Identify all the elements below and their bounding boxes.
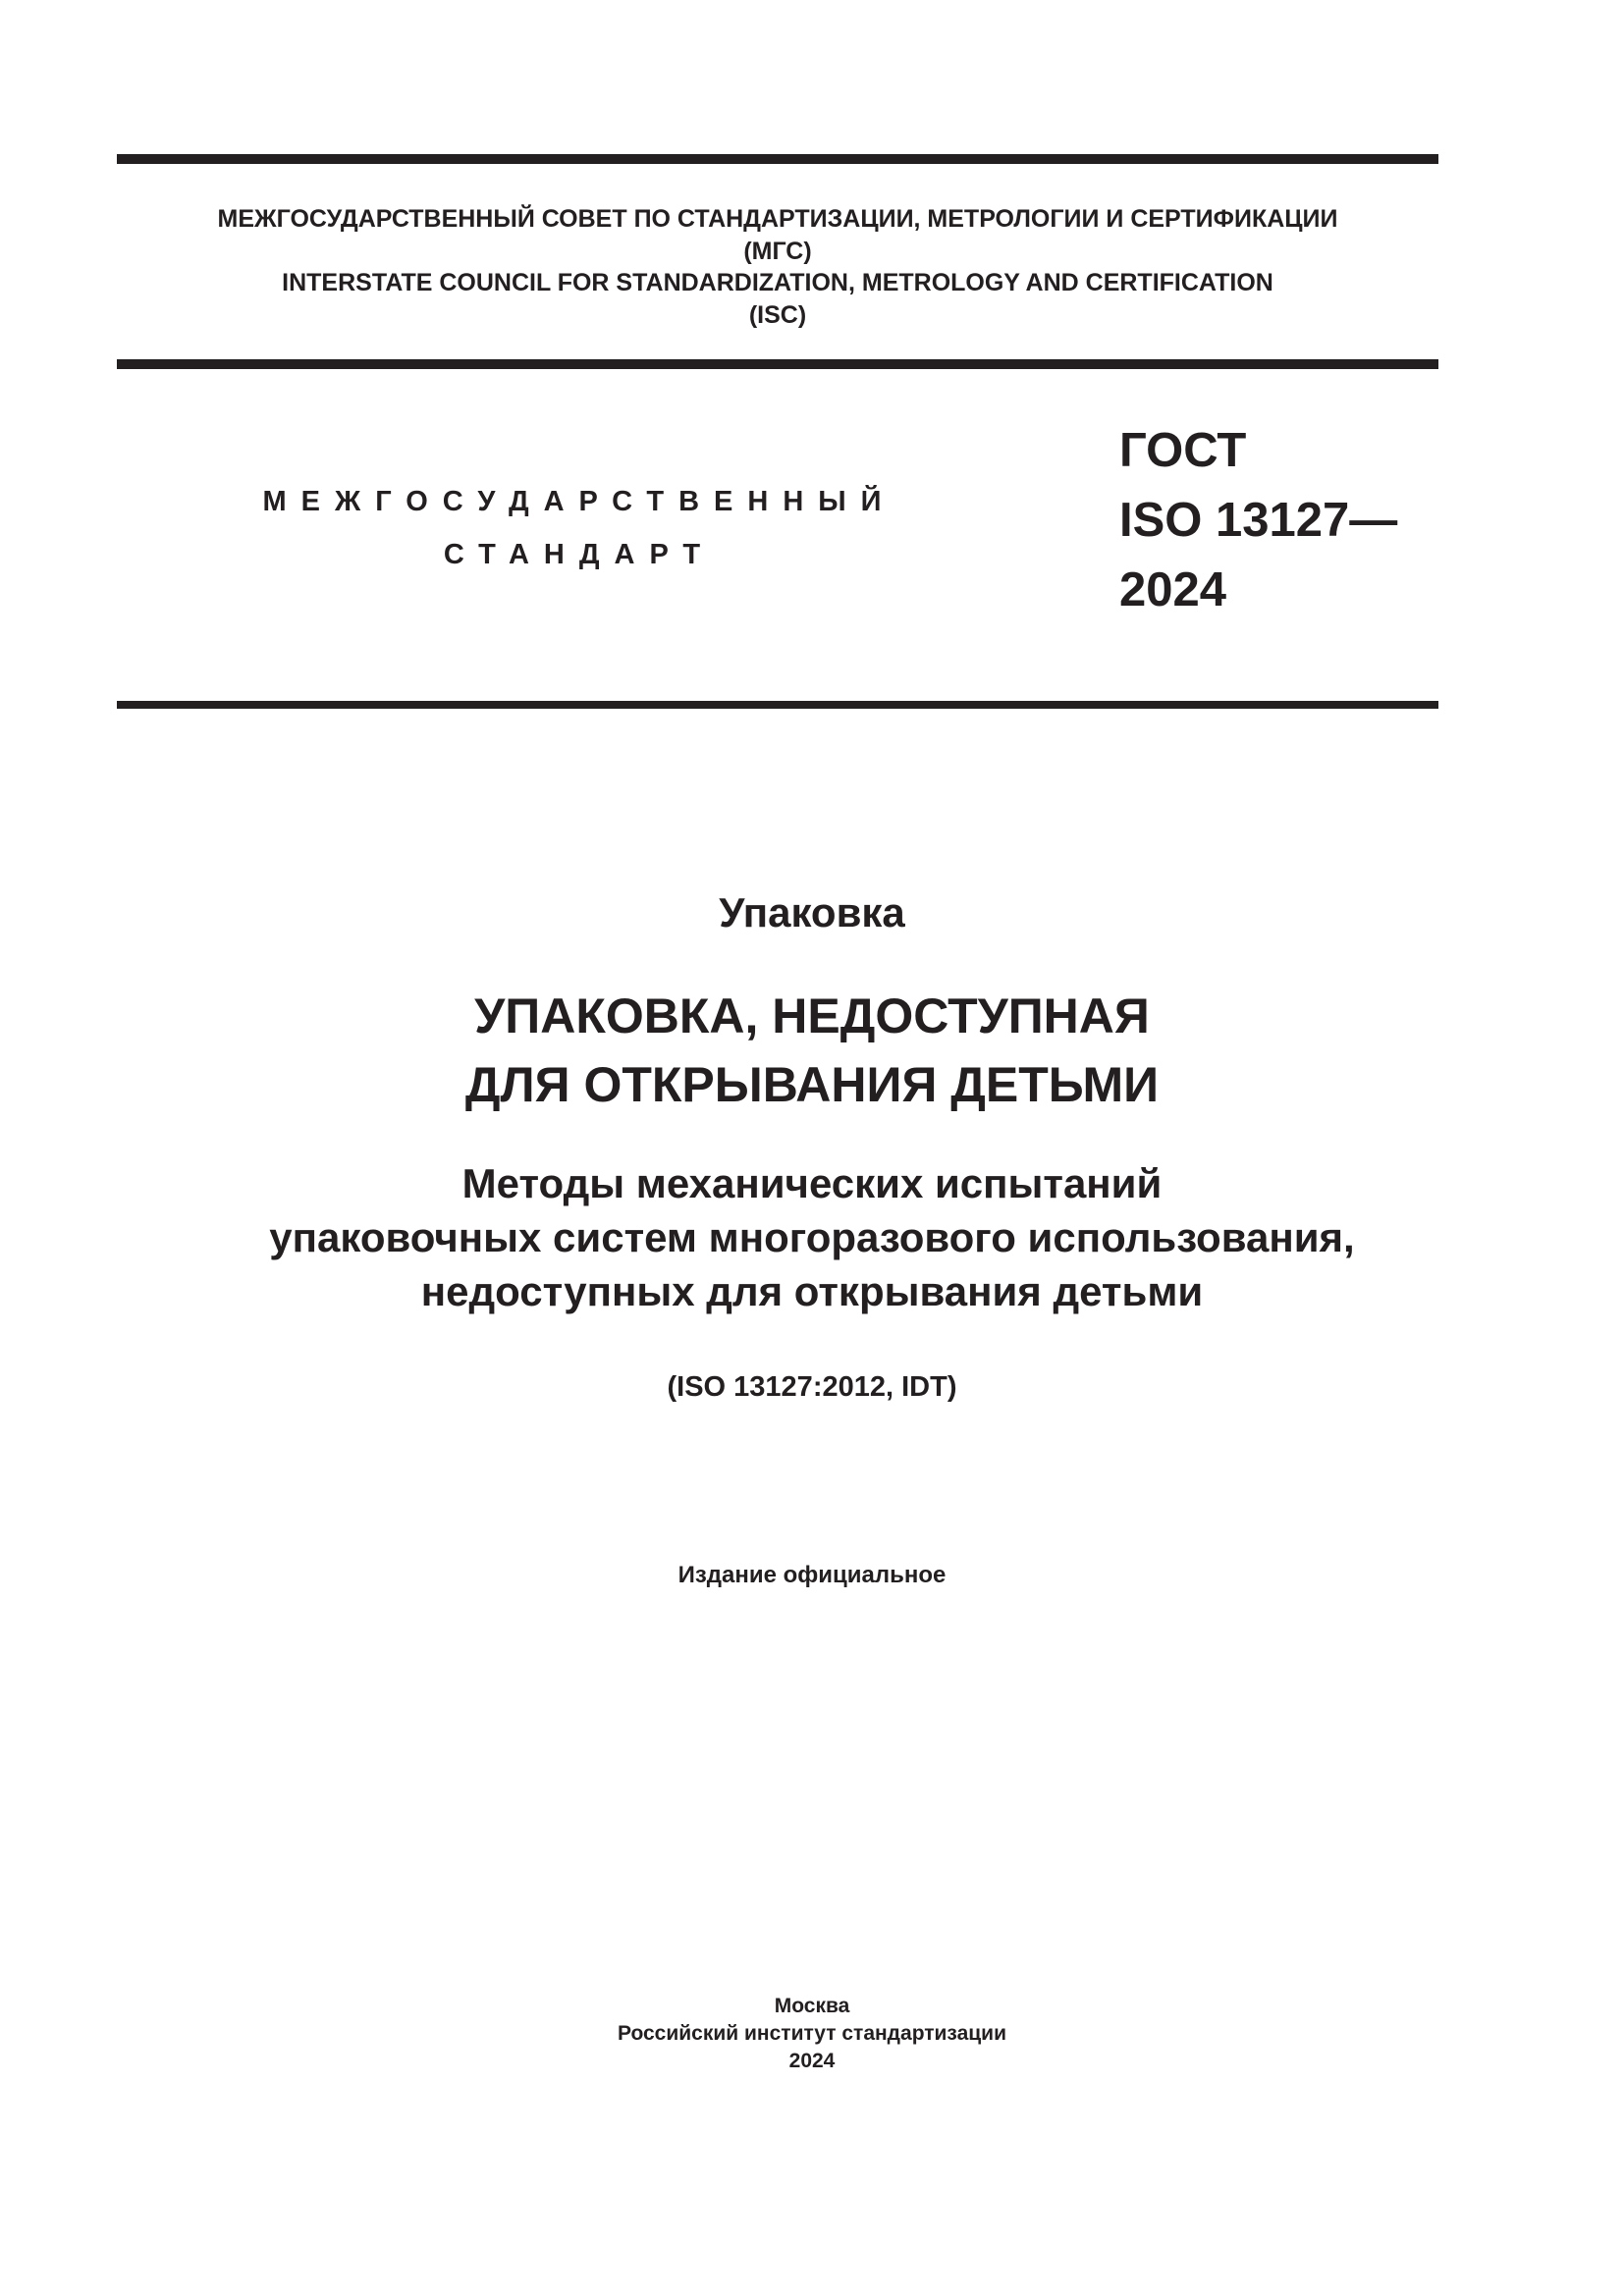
publisher-block: [0, 1993, 1624, 2075]
council-abbr-ru: (МГС): [743, 237, 812, 265]
council-name-en: INTERSTATE COUNCIL FOR STANDARDIZATION, METROLOGY AND CERTIFICATION: [282, 269, 1273, 296]
publisher-year: 2024: [788, 2050, 836, 2072]
publisher-institute: Российский институт стандартизации: [617, 2022, 1007, 2045]
main-title-line1: УПАКОВКА, НЕДОСТУПНАЯ: [474, 988, 1150, 1043]
group-title-text: Упаковка: [719, 889, 905, 935]
designation-line3: 2024: [1119, 563, 1227, 616]
group-title: [0, 883, 1624, 942]
edition-text: Издание официальное: [677, 1562, 947, 1588]
council-name-ru: МЕЖГОСУДАРСТВЕННЫЙ СОВЕТ ПО СТАНДАРТИЗАЦИИ, МЕТРОЛОГИИ И СЕРТИФИКАЦИИ: [217, 205, 1338, 233]
standard-designation: [1119, 416, 1473, 625]
edition-label: [0, 1559, 1624, 1592]
subtitle-line2: упаковочных систем многоразового использования,: [269, 1214, 1355, 1260]
designation-bottom-rule: [117, 701, 1438, 709]
publisher-city: Москва: [774, 1995, 850, 2017]
iso-reference: [0, 1367, 1624, 1407]
council-bottom-rule: [117, 359, 1438, 369]
subtitle-line3: недоступных для открывания детьми: [420, 1268, 1204, 1314]
standard-kind-line1: МЕЖГОСУДАРСТВЕННЫЙ: [262, 486, 896, 517]
designation-line1: ГОСТ: [1119, 424, 1247, 477]
subtitle: [0, 1156, 1624, 1318]
subtitle-line1: Методы механических испытаний: [461, 1160, 1163, 1206]
iso-reference-text: (ISO 13127:2012, IDT): [667, 1371, 957, 1403]
standard-kind-line2: СТАНДАРТ: [443, 539, 716, 570]
top-rule: [117, 154, 1438, 164]
designation-line2: ISO 13127—: [1119, 494, 1398, 547]
main-title-line2: ДЛЯ ОТКРЫВАНИЯ ДЕТЬМИ: [464, 1057, 1160, 1112]
main-title: [0, 982, 1624, 1119]
council-header: [117, 203, 1438, 331]
standard-kind: [177, 475, 982, 581]
council-abbr-en: (ISC): [748, 300, 807, 329]
